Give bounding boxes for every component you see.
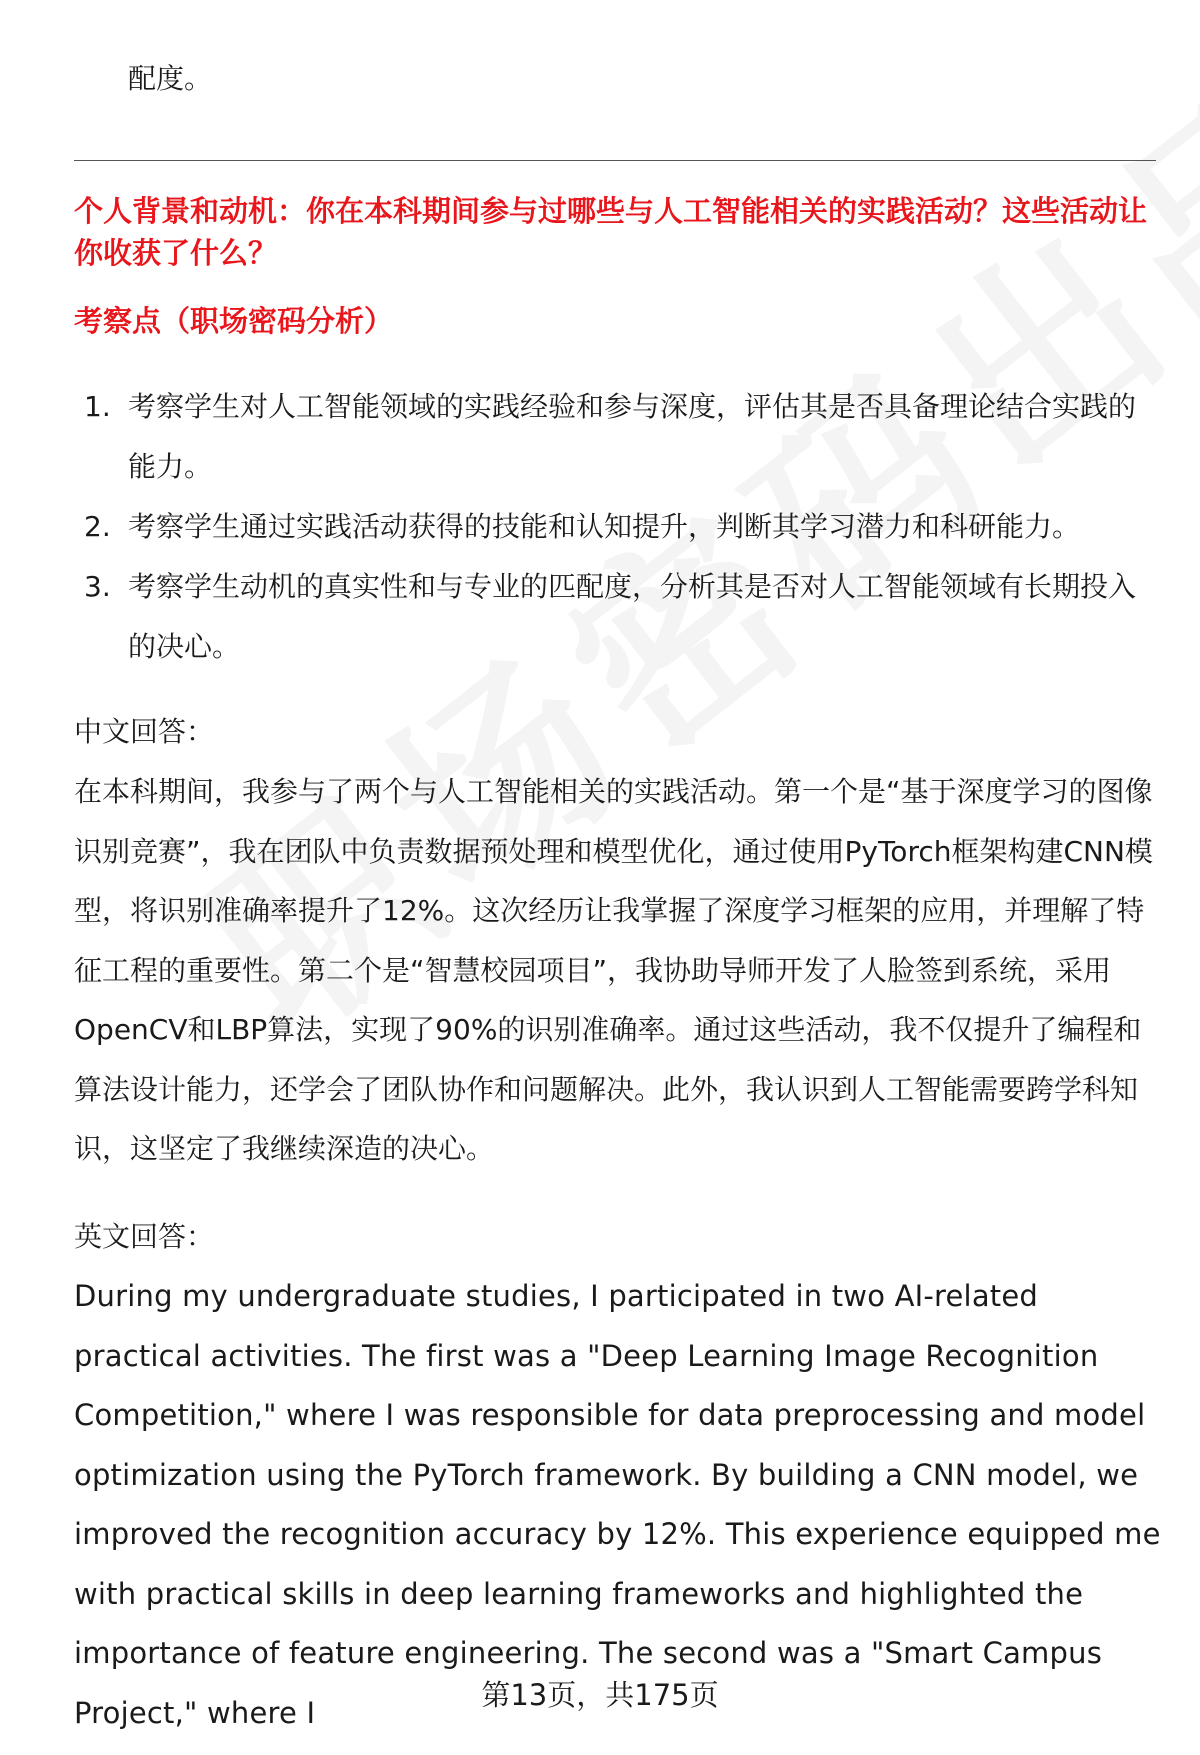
english-answer-text: During my undergraduate studies, I participated in two AI-related practical activities. The first was a "Deep Learning Image Recognition Competition," where I was responsible for data preprocessing and model optimization using the PyTorch framework. By building a CNN model, we improved the recognition accuracy by 12%. This experience equipped me with practical skills in deep learning frameworks and highlighted the importance of feature engineering. The second was a "Smart Campus Project," where I bbox=[74, 1279, 1161, 1730]
section-divider bbox=[74, 160, 1156, 161]
english-answer-heading: 英文回答： bbox=[74, 1220, 215, 1253]
page-number-footer: 第13页，共175页 bbox=[481, 1678, 719, 1712]
list-item-number: 3. bbox=[84, 570, 111, 603]
assessment-points-list bbox=[74, 377, 1154, 677]
assessment-points-title: 考察点（职场密码分析） bbox=[74, 304, 394, 338]
list-item-text: 考察学生动机的真实性和与专业的匹配度，分析其是否对人工智能领域有长期投入的决心。 bbox=[128, 570, 1137, 663]
chinese-answer-text: 在本科期间，我参与了两个与人工智能相关的实践活动。第一个是“基于深度学习的图像识别竞赛”，我在团队中负责数据预处理和模型优化，通过使用PyTorch框架构建CNN模型，将识别准确率提升了12%。这次经历让我掌握了深度学习框架的应用，并理解了特征工程的重要性。第二个是“智慧校园项目”，我协助导师开发了人脸签到系统，采用OpenCV和LBP算法，实现了90%的识别准确率。通过这些活动，我不仅提升了编程和算法设计能力，还学会了团队协作和问题解决。此外，我认识到人工智能需要跨学科知识，这坚定了我继续深造的决心。 bbox=[74, 775, 1153, 1165]
list-item-text: 考察学生通过实践活动获得的技能和认知提升，判断其学习潜力和科研能力。 bbox=[128, 510, 1081, 543]
question-heading: 个人背景和动机：你在本科期间参与过哪些与人工智能相关的实践活动？这些活动让你收获了什么？ bbox=[74, 194, 1148, 270]
list-item-number: 1. bbox=[84, 390, 111, 423]
list-item bbox=[74, 557, 1154, 677]
list-item bbox=[74, 497, 1154, 557]
carryover-text: 配度。 bbox=[128, 62, 213, 95]
chinese-answer-heading: 中文回答： bbox=[74, 715, 215, 748]
list-item-number: 2. bbox=[84, 510, 111, 543]
list-item-text: 考察学生对人工智能领域的实践经验和参与深度，评估其是否具备理论结合实践的能力。 bbox=[128, 390, 1137, 483]
list-item bbox=[74, 377, 1154, 497]
